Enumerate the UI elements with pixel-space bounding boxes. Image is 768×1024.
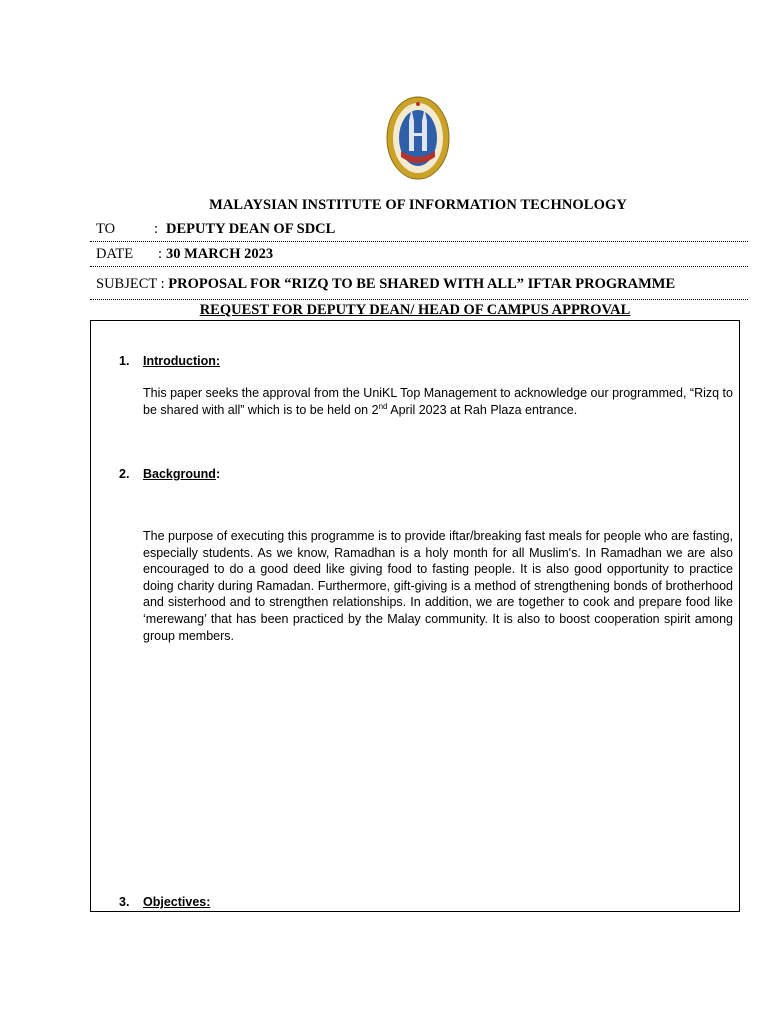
paragraph-text: This paper seeks the approval from the UniKL Top Management to acknowledge our programmed, “Rizq to be shared with all” which is to be held on 2 <box>143 386 733 417</box>
section-title: Introduction: <box>143 354 221 368</box>
divider <box>90 241 748 242</box>
to-label: TO <box>96 221 116 237</box>
subject-row <box>96 276 675 293</box>
institution-name: MALAYSIAN INSTITUTE OF INFORMATION TECHNOLOGY <box>209 197 627 213</box>
background-paragraph: The purpose of executing this programme is to provide iftar/breaking fast meals for people who are fasting, especially students. As we know, Ramadhan is a holy month for all Muslim's. In Ramadhan we are also encouraged to do a good deed like giving food to fasting people. It is also good opportunity to practice doing charity during Ramadan. Furthermore, gift-giving is a method of strengthening bonds of brotherhood and sisterhood and to strengthen relationships. In addition, we are together to cook and prepare food like ‘merewang’ that has been practiced by the Malay community. It is also to boost cooperation spirit among group members. <box>143 529 733 643</box>
subject-value: PROPOSAL FOR “RIZQ TO BE SHARED WITH ALL” IFTAR PROGRAMME <box>168 276 676 292</box>
request-heading: REQUEST FOR DEPUTY DEAN/ HEAD OF CAMPUS APPROVAL <box>199 302 631 318</box>
date-row <box>96 246 273 263</box>
to-colon: : <box>154 221 159 237</box>
section-objectives-heading <box>119 895 210 909</box>
divider <box>90 299 748 300</box>
section-introduction-heading <box>119 354 220 368</box>
subject-label: SUBJECT : <box>96 276 165 292</box>
section-number: 1. <box>119 354 130 368</box>
section-title: Objectives: <box>143 895 211 909</box>
divider <box>90 266 748 267</box>
to-row <box>96 221 335 238</box>
unikl-crest-icon <box>385 95 451 181</box>
section-number: 3. <box>119 895 130 909</box>
to-value: DEPUTY DEAN OF SDCL <box>166 221 336 237</box>
superscript: nd <box>378 401 388 411</box>
section-background-heading <box>119 467 220 481</box>
section-number: 2. <box>119 467 130 481</box>
date-value: 30 MARCH 2023 <box>166 246 274 262</box>
introduction-paragraph <box>143 385 733 418</box>
date-label: DATE <box>96 246 134 262</box>
section-title: Background <box>143 467 216 481</box>
section-colon: : <box>215 467 221 481</box>
paragraph-text: April 2023 at Rah Plaza entrance. <box>387 402 578 417</box>
date-colon: : <box>158 246 163 262</box>
